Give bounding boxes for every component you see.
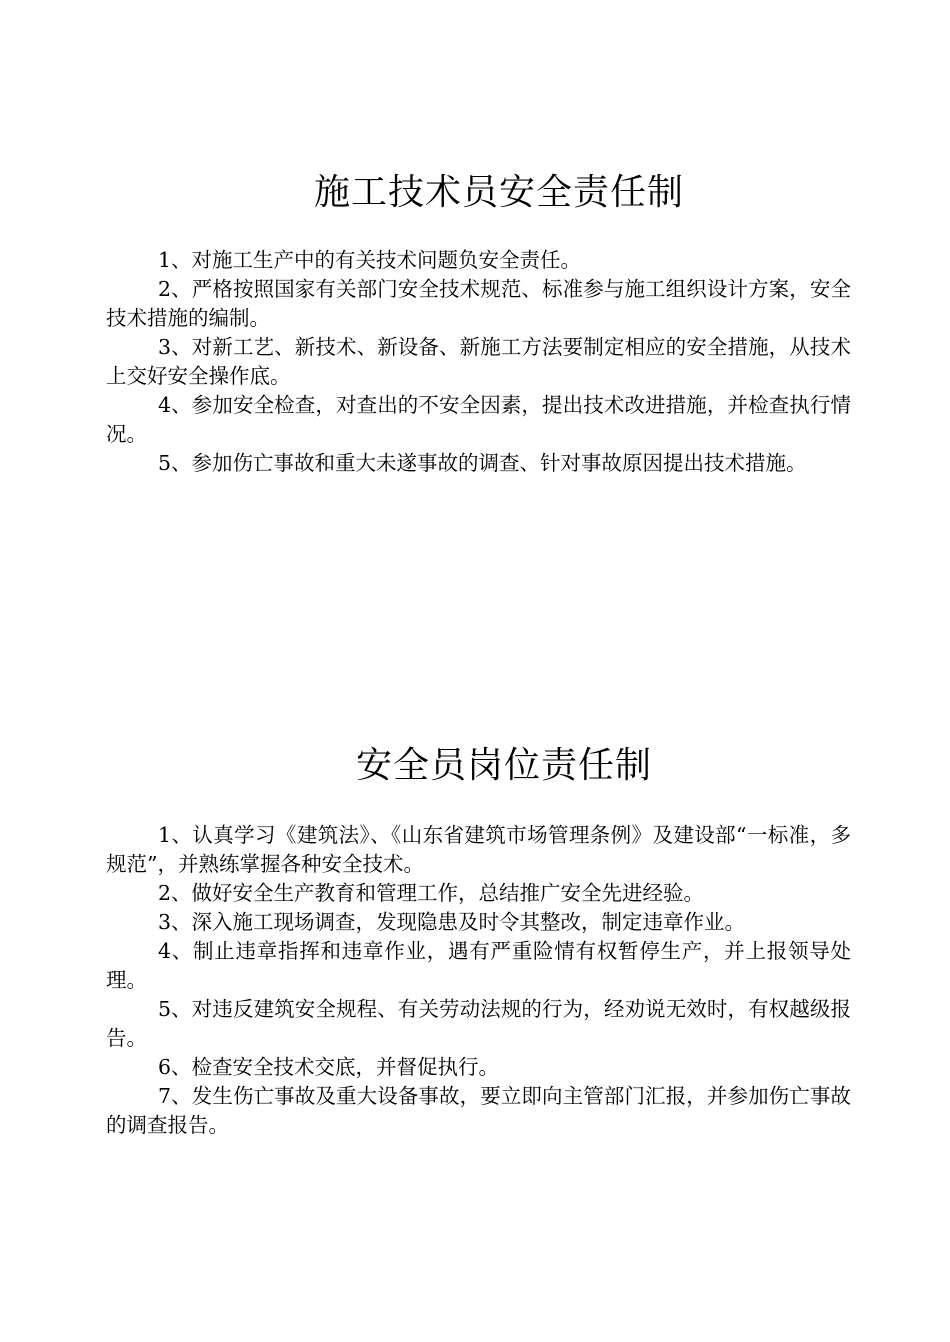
responsibility-item: 7、发生伤亡事故及重大设备事故，要立即向主管部门汇报，并参加伤亡事故的调查报告。 <box>106 1084 851 1137</box>
responsibility-item: 3、深入施工现场调查，发现隐患及时令其整改，制定违章作业。 <box>158 910 746 934</box>
technician-safety-section <box>106 170 851 478</box>
responsibility-item: 6、检查安全技术交底，并督促执行。 <box>158 1055 500 1079</box>
safety-officer-section <box>106 743 851 1140</box>
responsibility-item: 1、对施工生产中的有关技术问题负安全责任。 <box>158 248 582 272</box>
responsibility-list <box>106 821 851 1140</box>
section-title: 施工技术员安全责任制 <box>314 172 685 213</box>
responsibility-item: 5、对违反建筑安全规程、有关劳动法规的行为，经劝说无效时，有权越级报告。 <box>106 997 851 1050</box>
responsibility-item: 5、参加伤亡事故和重大未遂事故的调查、针对事故原因提出技术措施。 <box>158 451 807 475</box>
responsibility-item: 4、制止违章指挥和违章作业，遇有严重险情有权暂停生产，并上报领导处理。 <box>106 939 851 992</box>
responsibility-item: 1、认真学习《建筑法》、《山东省建筑市场管理条例》及建设部“一标准，多规范”，并熟练掌握各种安全技术。 <box>106 823 851 876</box>
responsibility-item: 2、严格按照国家有关部门安全技术规范、标准参与施工组织设计方案，安全技术措施的编制。 <box>106 277 851 330</box>
responsibility-item: 4、参加安全检查，对查出的不安全因素，提出技术改进措施，并检查执行情况。 <box>106 393 851 446</box>
responsibility-item: 2、做好安全生产教育和管理工作，总结推广安全先进经验。 <box>158 881 705 905</box>
section-title: 安全员岗位责任制 <box>356 745 653 786</box>
responsibility-list <box>106 246 851 478</box>
responsibility-item: 3、对新工艺、新技术、新设备、新施工方法要制定相应的安全措施，从技术上交好安全操作底。 <box>106 335 851 388</box>
